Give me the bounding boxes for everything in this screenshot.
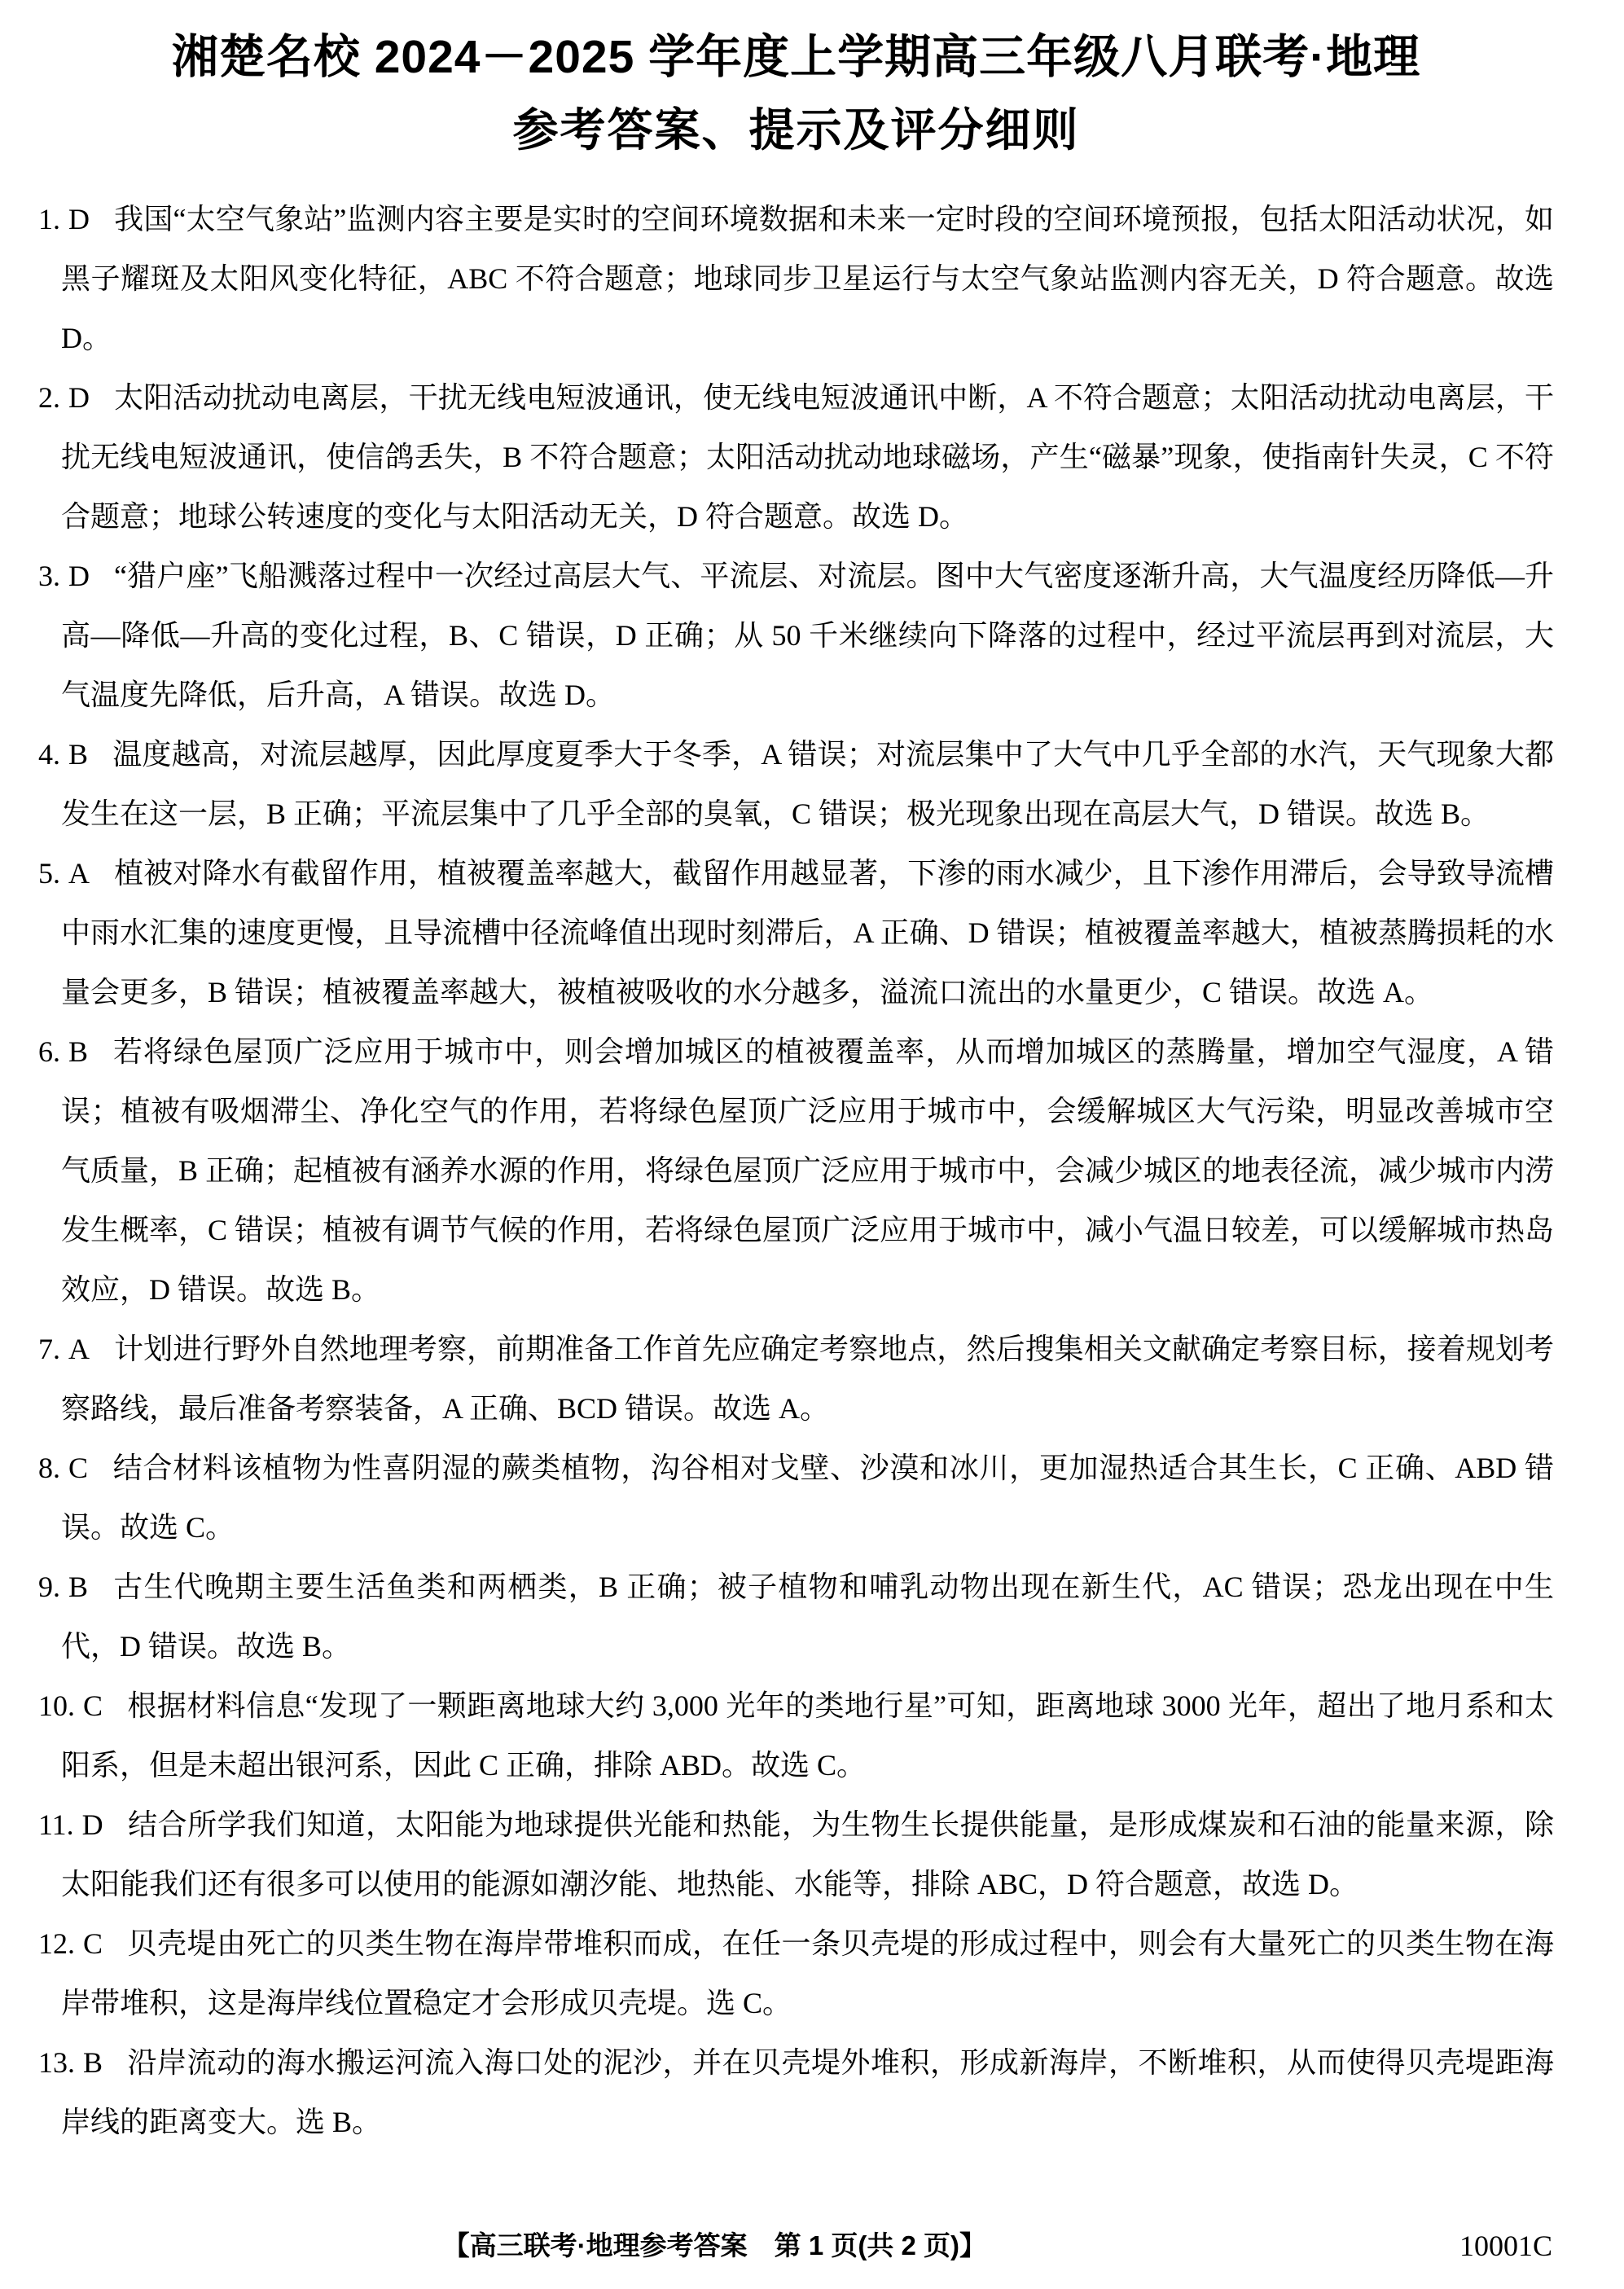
answer-letter: B — [83, 2046, 103, 2080]
question-number: 6. — [38, 1035, 60, 1069]
answer-explanation: 计划进行野外自然地理考察，前期准备工作首先应确定考察地点，然后搜集相关文献确定考察目标，接着规划考察路线，最后准备考察装备，A 正确、BCD 错误。故选 A。 — [61, 1333, 1554, 1426]
answer-explanation: 结合所学我们知道，太阳能为地球提供光能和热能，为生物生长提供能量，是形成煤炭和石油的能量来源，除太阳能我们还有很多可以使用的能源如潮汐能、地热能、水能等，排除 ABC，D 符合题意，故选 D。 — [61, 1808, 1554, 1901]
question-number: 1. — [38, 203, 60, 236]
question-number: 12. — [38, 1927, 75, 1961]
answer-explanation: 若将绿色屋顶广泛应用于城市中，则会增加城区的植被覆盖率，从而增加城区的蒸腾量，增加空气湿度，A 错误；植被有吸烟滞尘、净化空气的作用，若将绿色屋顶广泛应用于城市中，会缓解城区大气污染，明显改善城市空气质量，B 正确；起植被有涵养水源的作用，将绿色屋顶广泛应用于城市中，会减少城区的地表径流，减少城市内涝发生概率，C 错误；植被有调节气候的作用，若将绿色屋顶广泛应用于城市中，减小气温日较差，可以缓解城市热岛效应，D 错误。故选 B。 — [61, 1035, 1555, 1307]
footer-page-label: 【高三联考·地理参考答案 第 1 页(共 2 页)】 — [442, 2230, 987, 2260]
answer-item-7 — [38, 1320, 1554, 1439]
question-number: 7. — [38, 1333, 60, 1366]
answer-letter: B — [68, 1035, 89, 1069]
answer-explanation: 古生代晚期主要生活鱼类和两栖类，B 正确；被子植物和哺乳动物出现在新生代，AC 错误；恐龙出现在中生代，D 错误。故选 B。 — [61, 1571, 1554, 1663]
answer-letter: A — [68, 1333, 90, 1366]
question-number: 2. — [38, 381, 60, 415]
answer-item-13 — [38, 2033, 1554, 2152]
answer-explanation: 贝壳堤由死亡的贝类生物在海岸带堆积而成，在任一条贝壳堤的形成过程中，则会有大量死亡的贝类生物在海岸带堆积，这是海岸线位置稳定才会形成贝壳堤。选 C。 — [61, 1927, 1554, 2020]
answer-letter: C — [83, 1927, 103, 1961]
answer-item-1 — [38, 190, 1554, 368]
answer-letter: B — [68, 1571, 89, 1604]
question-number: 4. — [38, 738, 60, 771]
question-number: 13. — [38, 2046, 75, 2080]
answer-explanation: 根据材料信息“发现了一颗距离地球大约 3,000 光年的类地行星”可知，距离地球 3000 光年，超出了地月系和太阳系，但是未超出银河系，因此 C 正确，排除 ABD。故选 C。 — [61, 1689, 1554, 1782]
answer-explanation: 温度越高，对流层越厚，因此厚度夏季大于冬季，A 错误；对流层集中了大气中几乎全部的水汽，天气现象大都发生在这一层，B 正确；平流层集中了几乎全部的臭氧，C 错误；极光现象出现在高层大气，D 错误。故选 B。 — [61, 738, 1554, 831]
answer-explanation: 沿岸流动的海水搬运河流入海口处的泥沙，并在贝壳堤外堆积，形成新海岸，不断堆积，从而使得贝壳堤距海岸线的距离变大。选 B。 — [61, 2046, 1554, 2139]
answer-explanation: 我国“太空气象站”监测内容主要是实时的空间环境数据和未来一定时段的空间环境预报，包括太阳活动状况，如黑子耀斑及太阳风变化特征，ABC 不符合题意；地球同步卫星运行与太空气象站监测内容无关，D 符合题意。故选 D。 — [61, 203, 1554, 355]
question-number: 9. — [38, 1571, 60, 1604]
answer-letter: D — [68, 203, 90, 236]
answer-item-3 — [38, 547, 1554, 725]
answer-item-11 — [38, 1795, 1554, 1914]
answer-letter: C — [68, 1452, 89, 1485]
answer-letter: D — [81, 1808, 103, 1842]
answer-letter: B — [68, 738, 89, 771]
answer-item-6 — [38, 1022, 1554, 1320]
answer-explanation: 植被对降水有截留作用，植被覆盖率越大，截留作用越显著，下渗的雨水减少，且下渗作用滞后，会导致导流槽中雨水汇集的速度更慢，且导流槽中径流峰值出现时刻滞后，A 正确、D 错误；植被覆盖率越大，植被蒸腾损耗的水量会更多，B 错误；植被覆盖率越大，被植被吸收的水分越多，溢流口流出的水量更少，C 错误。故选 A。 — [61, 857, 1554, 1009]
answer-letter: C — [83, 1689, 103, 1723]
page-subtitle: 参考答案、提示及评分细则 — [512, 104, 1080, 156]
answer-item-2 — [38, 368, 1554, 547]
answer-letter: D — [68, 560, 90, 593]
answer-item-5 — [38, 844, 1554, 1022]
question-number: 3. — [38, 560, 60, 593]
footer-paper-code: 10001C — [1459, 2230, 1552, 2262]
answers-list — [38, 190, 1554, 2152]
question-number: 10. — [38, 1689, 75, 1723]
answer-item-8 — [38, 1439, 1554, 1557]
answer-letter: D — [68, 381, 90, 415]
question-number: 5. — [38, 857, 60, 890]
answer-explanation: “猎户座”飞船溅落过程中一次经过高层大气、平流层、对流层。图中大气密度逐渐升高，大气温度经历降低—升高—降低—升高的变化过程，B、C 错误，D 正确；从 50 千米继续向下降落的过程中，经过平流层再到对流层，大气温度先降低，后升高，A 错误。故选 D。 — [61, 560, 1554, 712]
answer-item-12 — [38, 1914, 1554, 2033]
answer-item-10 — [38, 1676, 1554, 1795]
question-number: 8. — [38, 1452, 60, 1485]
page-title: 湘楚名校 2024－2025 学年度上学期高三年级八月联考·地理 — [171, 31, 1421, 83]
answer-item-9 — [38, 1557, 1554, 1676]
question-number: 11. — [38, 1808, 74, 1842]
answer-item-4 — [38, 725, 1554, 844]
answer-letter: A — [68, 857, 90, 890]
page-footer — [0, 2221, 1624, 2263]
answer-explanation: 太阳活动扰动电离层，干扰无线电短波通讯，使无线电短波通讯中断，A 不符合题意；太阳活动扰动电离层，干扰无线电短波通讯，使信鸽丢失，B 不符合题意；太阳活动扰动地球磁场，产生“磁暴”现象，使指南针失灵，C 不符合题意；地球公转速度的变化与太阳活动无关，D 符合题意。故选 D。 — [61, 381, 1554, 534]
answer-explanation: 结合材料该植物为性喜阴湿的蕨类植物，沟谷相对戈壁、沙漠和冰川，更加湿热适合其生长，C 正确、ABD 错误。故选 C。 — [61, 1452, 1554, 1544]
